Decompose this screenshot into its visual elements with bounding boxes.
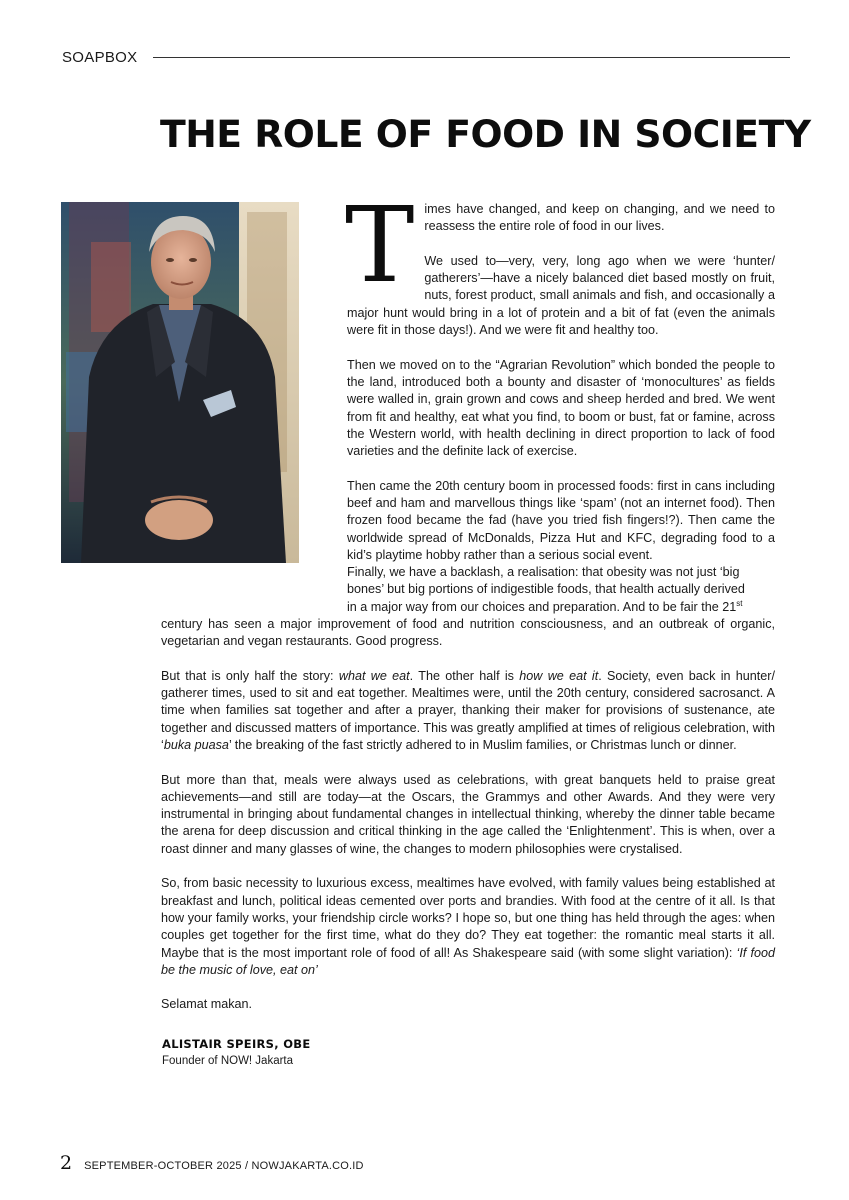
backlash-line-3-text: in a major way from our choices and preparation. And to be fair the 21	[347, 599, 737, 614]
backlash-rest: century has seen a major improvement of food and nutrition consciousness, and an outbreak of organic, vegetarian and vegan restaurants. Good progress.	[161, 616, 775, 649]
article-column-right	[345, 184, 775, 582]
backlash-line-2: bones’ but big portions of indigestible foods, that health actually derived	[347, 582, 745, 597]
author-signature	[162, 1037, 311, 1067]
paragraph-intro-text: imes have changed, and keep on changing, and we need to reassess the entire role of food in our lives.	[424, 202, 775, 234]
emphasis-what-we-eat: what we eat	[338, 668, 410, 683]
section-label: SOAPBOX	[62, 48, 138, 66]
author-role: Founder of NOW! Jakarta	[162, 1055, 294, 1067]
paragraph-processed-foods: Then came the 20th century boom in processed foods: first in cans including beef and ham and marvellous things like ‘spam’ (not an internet food). Then frozen food became the fad (have you tried fish fingers!?). Then came the worldwide spread of McDonalds, Pizza Hut and KFC, degrading food to a kid’s playtime hobby rather than a serious social event.	[347, 478, 775, 562]
emphasis-buka-puasa: buka puasa	[163, 737, 229, 752]
page-number: 2	[60, 1152, 73, 1174]
author-photo-illustration	[61, 202, 299, 563]
how-we-eat-text-a: But that is only half the story:	[161, 668, 339, 683]
backlash-line-3	[161, 599, 775, 616]
author-photo	[61, 202, 299, 563]
drop-cap: T	[345, 184, 415, 306]
backlash-line-1: Finally, we have a backlash, a realisation: that obesity was not just ‘big	[347, 565, 740, 579]
section-header	[62, 48, 790, 66]
author-name: ALISTAIR SPEIRS, OBE	[162, 1037, 311, 1051]
page-footer	[60, 1152, 364, 1174]
paragraph-agrarian: Then we moved on to the “Agrarian Revolution” which bonded the people to the land, introduced both a bounty and disaster of ‘monocultures’ as fields were walled in, grain grown and cows and sheep herded and bred. We went from fit and healthy, eat what you find, to boom or bust, fat or famine, across the Western world, with health declining in direct proportion to lack of food varieties and the definite lack of exercise.	[347, 357, 775, 459]
footer-issue: SEPTEMBER-OCTOBER 2025 / NOWJAKARTA.CO.ID	[84, 1160, 364, 1172]
paragraph-how-we-eat	[161, 668, 775, 754]
paragraph-sign-off: Selamat makan.	[161, 997, 252, 1012]
how-we-eat-text-c: . Society, even back in hunter/ gatherer times, used to sit and eat together. Mealtimes were, until the 20th century, considered sacrosanct. A time when families sat together and after a prayer, thanking their maker for provisions of sustenance, ate together and discussed matters of importance. This was greatly amplified at times of religious celebration, with ‘	[161, 668, 776, 752]
article-title: THE ROLE OF FOOD IN SOCIETY	[160, 113, 811, 156]
conclusion-text: So, from basic necessity to luxurious excess, mealtimes have evolved, with family values being established at breakfast and lunch, political ideas cemented over ports and brandies. With food at the centre of it all. Is that how your family works, your friendship circle works? I hope so, but one thing has held through the ages: when couples get together for the first time, what do they do? They eat together: the romantic meal starts it all. Maybe that is the most important role of food of all! As Shakespeare said (with some slight variation):	[161, 876, 775, 960]
how-we-eat-text-d: ’ the breaking of the fast strictly adhered to in Muslim families, or Christmas lunch or dinner.	[228, 737, 737, 752]
shakespeare-quote: ‘If food be the music of love, eat on’	[161, 945, 775, 977]
how-we-eat-text-b: . The other half is	[409, 668, 520, 683]
paragraph-backlash	[161, 564, 775, 650]
paragraph-celebrations: But more than that, meals were always used as celebrations, with great banquets held to praise great achievements—and still are today—at the Oscars, the Grammys and other Awards. And they were very instrumental in bringing about fundamental changes in intellectual thinking, whereby the dinner table became the arena for deep discussion and critical thinking in the age called the ‘Enlightenment’. This is when, over a roast dinner and many glasses of wine, the changes to modern philosophies were crystalised.	[161, 772, 775, 856]
paragraph-hunter-gatherers: We used to—very, very, long ago when we were ‘hunter/ gatherers’—have a nicely balanced diet based mostly on fruit, nuts, forest product, small animals and fish, and occasionally a major hunt would bring in a lot of protein and a bit of fat (even the animals were fit in those days!). And we were fit and healthy too.	[347, 253, 775, 338]
emphasis-how-we-eat: how we eat it	[519, 668, 599, 683]
header-rule	[153, 57, 790, 58]
article-body	[161, 564, 775, 1031]
superscript-st: st	[736, 598, 743, 608]
paragraph-conclusion	[161, 875, 775, 979]
